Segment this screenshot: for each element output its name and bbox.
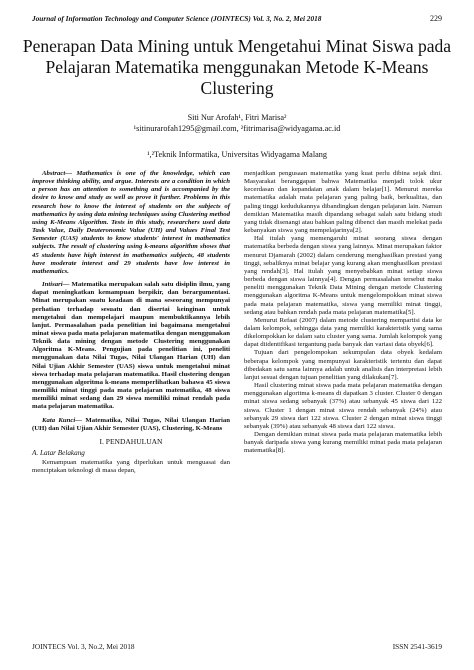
paper-title: Penerapan Data Mining untuk Mengetahui Minat Siswa pada Pelajaran Matematika menggunakan Metode K-Means Clustering xyxy=(22,36,452,98)
author-names: Siti Nur Arofah¹, Fitri Marisa² xyxy=(187,113,287,122)
body-paragraph-3: Menurut Refaat (2007) dalam metode clustering mempartisi data ke dalam kelompok, sehingga data yang memiliki karakteristik yang sama dikelompokkan ke dalam satu cluster yang sama. Jumlah kelompok yang dapat diidentifikasi tergantung pada banyak dan variasi data obyek[6]. xyxy=(244,316,442,349)
left-column xyxy=(32,170,230,480)
body-paragraph-5: Hasil clustering minat siswa pada mata pelajaran matematika dengan menggunakan algoritma k-means di dapatkan 3 cluster. Cluster 0 dengan minat siswa sedang sebanyak (37%) atau sebanyak 45 siswa dari 122 siswa. Cluster 1 dengan minat siswa rendah sebanyak (24%) atau sebanyak 29 siswa dari 122 siswa. Cluster 2 dengan minat siswa tinggi sebanyak (39%) atau sebanyak 48 siswa dari 122 siswa. xyxy=(244,382,442,430)
keywords xyxy=(32,417,230,433)
journal-header: Journal of Information Technology and Computer Science (JOINTECS) Vol. 3, No. 2, Mei 2018 xyxy=(32,14,322,23)
keywords-label: Kata Kunci xyxy=(42,416,76,424)
section-heading: I. PENDAHULUAN xyxy=(99,436,163,446)
subsection-heading: A. Latar Belakang xyxy=(32,449,85,457)
footer-issn: ISSN 2541-3619 xyxy=(392,642,442,651)
abstract xyxy=(32,170,230,276)
page-footer xyxy=(32,642,442,651)
right-column xyxy=(244,170,442,455)
page-number: 229 xyxy=(430,14,442,23)
body-paragraph-6: Dengan demikian minat siswa pada mata pelajaran matematika lebih banyak daripada siswa yang kurang memiliki minat pada mata pelajaran matematika[8]. xyxy=(244,431,442,455)
affiliation: ¹,²Teknik Informatika, Universitas Widyagama Malang xyxy=(147,150,327,159)
intisari xyxy=(32,281,230,412)
body-paragraph-4: Tujuan dari pengelompokan sekumpulan data obyek kedalam beberapa kelompok yang mempunyai karakteristik tertentu dan dapat dibedakan satu sama lainnya adalah untuk analisis dan interpretasi lebih lanjut sesuai dengan tujuan penelitian yang dilakukan[7]. xyxy=(244,349,442,381)
footer-journal: JOINTECS Vol. 3, No.2, Mei 2018 xyxy=(32,642,135,651)
intro-paragraph: Kemampuan matematika yang diperlukan untuk menguasai dan menciptakan teknologi di masa depan, xyxy=(32,459,230,475)
author-emails: ¹sitinurarofah1295@gmail.com, ²fitrimarisa@widyagama.ac.id xyxy=(133,124,341,133)
abstract-label: Abstract— xyxy=(42,170,73,177)
body-paragraph-1: menjadikan pengusaan matematika yang kuat perlu dibina sejak dini. Masyarakat beranggapan bahwa Matematika menjadi tolok ukur kecerdasan dan kepandaian anak dalam belajar[1]. Menurut mereka matematika adalah mata pelajaran yang paling baik, berkualitas, dan paling tinggi kedudukannya dibandingkan dengan pelajaran lain. Namun demikian Matematika masih dipandang sebagai salah satu bidang studi yang tidak disenangi atau bahkan paling dibenci dan masih melekat pada kebanyakan siswa yang mempelajarinya[2]. xyxy=(244,170,442,235)
abstract-text: Mathematics is one of the knowledge, which can improve thinking ability, and argue. Interests are a condition in which a person has an attention to something and is accompanied by the desire to know and study as well as prove it further. Problems in this research how to know the interest of students on the subjects of mathematics by using data mining techniques using Clustering method using K-Means Algorithm. Tests in this study, researchers used data Task Value, Daily Deuteronomic Value (UH) and Values Final Test Semester (UAS) students to know students' interest in mathematics subjects. The result of clustering using k-means algorithm shows that 45 students have high interest in mathematics subjects, 48 students have moderate interest and 29 students have low interest in mathematics. xyxy=(32,170,230,275)
running-header xyxy=(32,14,442,23)
intisari-label: Intisari— xyxy=(42,281,70,289)
body-paragraph-2: Hal itulah yang memengaruhi minat seorang siswa dengan matematika berbeda dengan siswa yang lainnya. Minat merupakan faktor menurut Djamarah (2002) dalam cenderung menghasilkan prestasi yang tinggi, sebaliknya minat belajar yang kurang akan menghasilkan prestasi yang rendah[3]. Hal itulah yang menyebabkan minat setiap siswa berbeda dengan siswa lainnya[4]. Dengan permasalahan tersebut maka peneliti menggunakan Teknik Data Mining dengan metode Clustering menggunakan algoritma K-Means untuk mengelompokkan minat siswa pada mata pelajaran matematika, siswa yang memiliki minat tinggi, sedang atau bahkan rendah pada mata pelajaran matematika[5]. xyxy=(244,235,442,316)
author-block xyxy=(20,112,454,134)
keywords-text: — Matematika, Nilai Tugas, Nilai Ulangan Harian (UH) dan Nilai Ujian Akhir Semester (UAS), Clustering, K-Means xyxy=(32,416,230,432)
intisari-text: Matematika merupakan salah satu disiplin ilmu, yang dapat meningkatkan kemampuan berpikir, dan berargumentasi. Minat merupakan suatu keadaan di mana seseorang mempunyai perhatian terhadap sesuatu dan disertai keinginan untuk mengetahui dan mempelajari maupun membuktikannya lebih lanjut. Permasalahan pada penelitian ini bagaimana mengetahui minat siswa pada mata pelajaran matematika dengan menggunakan Teknik data mining dengan metode Clustering menggunakan Algoritma K-Means. Pengujian pada penelitian ini, peneliti menggunakan data Nilai Tugas, Nilai Ulangan Harian (UH) dan Nilai Ujian Akhir Semester (UAS) siswa untuk mengetahui minat siswa terhadap mata pelajaran matematika. Hasil clustering dengan menggunakan algoritma k-means memperlihatkan bahawa 45 siswa memiliki minat tinggi pada mata pelajaran matematika, 48 siswa memiliki minat sedang dan 29 siswa memiliki minat rendah pada mata pelajaran matematika. xyxy=(32,281,230,411)
